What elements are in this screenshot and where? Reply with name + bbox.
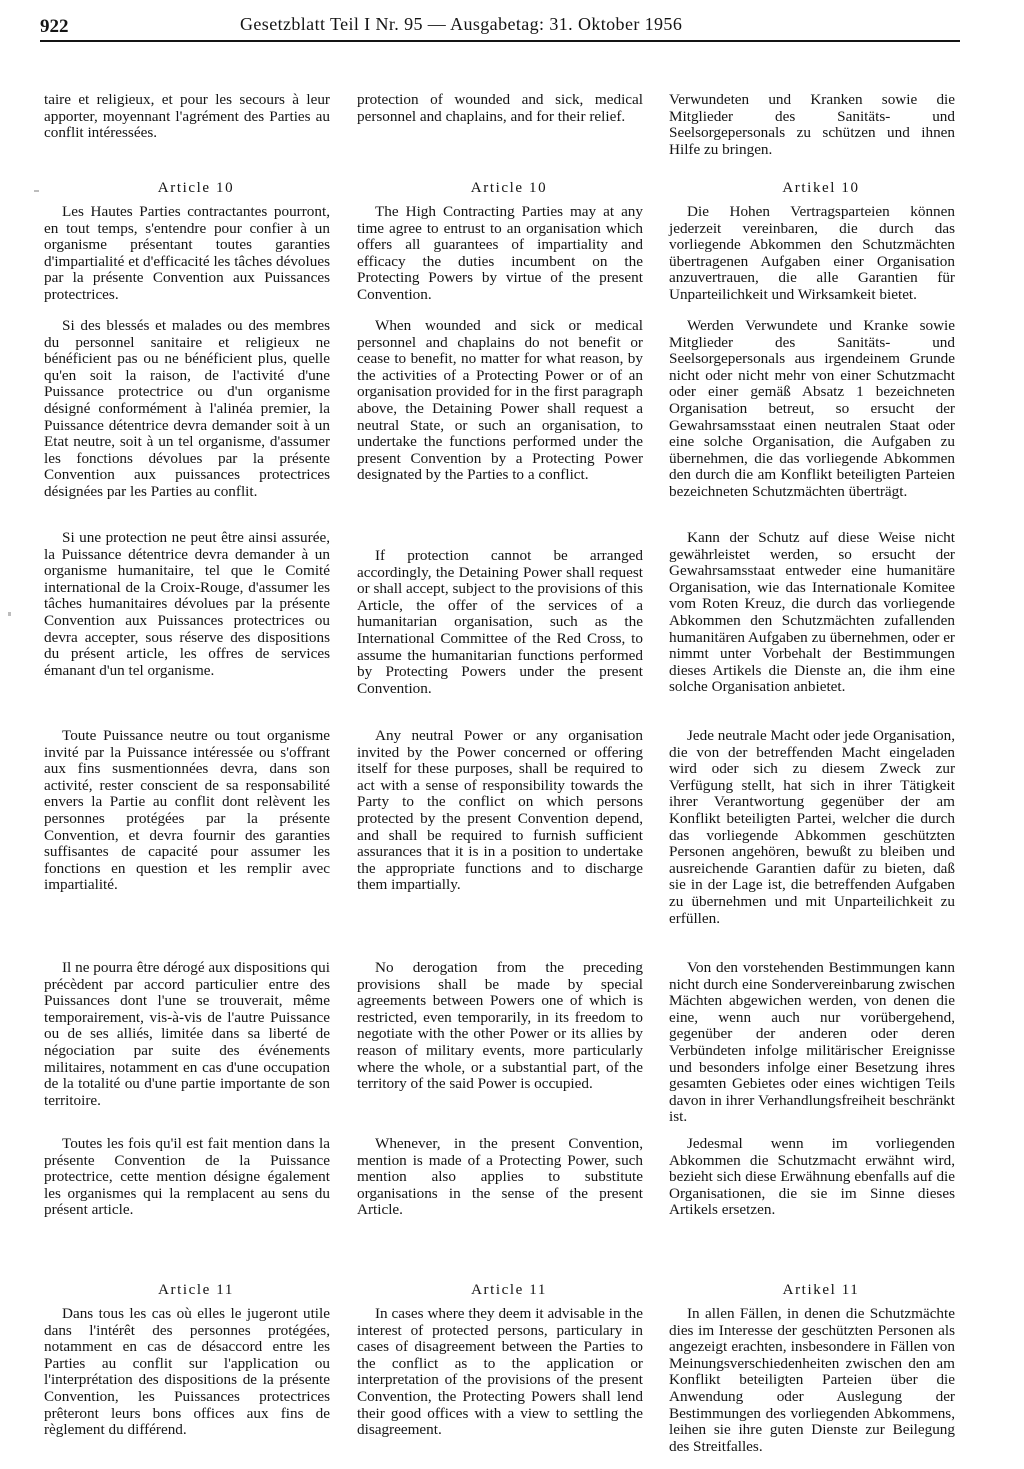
en-article-10-paragraph-6: Whenever, in the present Convention, mention is made of a Protecting Power, such mention also applies to substitute organisations in the sense of the present Article.	[357, 1135, 643, 1219]
fr-article-10-paragraph-5: Il ne pourra être dérogé aux dispositions qui précèdent par accord particulier entre des Puissances dont l'une se trouverait, même temporairement, vis-à-vis de l'autre Puissance ou de ses alliés, limitée dans sa liberté de négociation par suite des événements militaires, notamment en cas d'une occupation de la totalité ou d'une partie importante de son territoire.	[44, 959, 330, 1109]
fr-article-11-heading: Article 11	[158, 1282, 234, 1298]
en-article-11-heading: Article 11	[471, 1282, 547, 1298]
en-intro-paragraph: protection of wounded and sick, medical personnel and chaplains, and for their relief.	[357, 91, 643, 125]
fr-article-10-paragraph-6: Toutes les fois qu'il est fait mention dans la présente Convention de la Puissance protectrice, cette mention désigne également les organismes qui la remplacent au sens du présent article.	[44, 1135, 330, 1219]
fr-article-10-heading: Article 10	[157, 180, 235, 196]
fr-article-10-paragraph-2: Si des blessés et malades ou des membres du personnel sanitaire et religieux ne bénéficient pas ou ne bénéficient plus, quelle qu'en soit la raison, de l'activité d'une Puissance protectrice ou d'un organisme désigné conformément à l'alinéa premier, la Puissance détentrice devra demander soit à un Etat neutre, soit à un tel organisme, d'assumer les fonctions dévolues par la présente Convention aux puissances protectrices désignées par les Parties au conflit.	[44, 317, 330, 500]
en-article-10-paragraph-1: The High Contracting Parties may at any time agree to entrust to an organisation which offers all guarantees of impartiality and efficacy the duties incumbent on the Protecting Powers by virtue of the present Convention.	[357, 203, 643, 303]
de-intro-paragraph: Verwundeten und Kranken sowie die Mitglieder des Sanitäts- und Seelsorgepersonals zu schützen und ihnen Hilfe zu bringen.	[669, 91, 955, 158]
en-article-10-paragraph-4: Any neutral Power or any organisation invited by the Power concerned or offering itself for these purposes, shall be required to act with a sense of responsibility towards the Party to the conflict on which persons protected by the present Convention depend, and shall be required to furnish sufficient assurances that it is in a position to undertake the appropriate functions and to discharge them impartially.	[357, 727, 643, 894]
fr-article-10-paragraph-1: Les Hautes Parties contractantes pourront, en tout temps, s'entendre pour confier à un organisme présentant toutes garanties d'impartialité et d'efficacité les tâches dévolues par la présente Convention aux Puissances protectrices.	[44, 203, 330, 303]
gazette-title: Gesetzblatt Teil I Nr. 95 — Ausgabetag: 31. Oktober 1956	[240, 14, 683, 34]
de-article-10-paragraph-2: Werden Verwundete und Kranke sowie Mitglieder des Sanitäts- und Seelsorgepersonals aus irgendeinem Grunde nicht oder nicht mehr von einer Schutzmacht oder einer gemäß Absatz 1 bezeichneten Organisation betreut, so ersucht der Gewahrsamsstaat einen neutralen Staat oder eine solche Organisation, die Aufgaben zu übernehmen, die das vorliegende Abkommen den durch die am Konflikt beteiligten Parteien bezeichneten Schutzmächten überträgt.	[669, 317, 955, 500]
page-number: 922	[40, 16, 69, 37]
de-article-10-heading: Artikel 10	[782, 180, 860, 196]
en-article-10-paragraph-2: When wounded and sick or medical personnel and chaplains do not benefit or cease to benefit, no matter for what reason, by the activities of a Protecting Power or of an organisation provided for in the first paragraph above, the Detaining Power shall request a neutral State, or such an organisation, to undertake the functions performed under the present Convention by a Protecting Power designated by the Parties to a conflict.	[357, 317, 643, 484]
fr-article-11-paragraph-1: Dans tous les cas où elles le jugeront utile dans l'intérêt des personnes protégées, notamment en cas de désaccord entre les Parties au conflit sur l'application ou l'interprétation des dispositions de la présente Convention, les Puissances protectrices prêteront leurs bons offices aux fins de règlement du différend.	[44, 1305, 330, 1439]
de-article-10-paragraph-5: Von den vorstehenden Bestimmungen kann nicht durch eine Sondervereinbarung zwischen Mächten abgewichen werden, von denen die eine, wenn auch nur vorübergehend, gegenüber der anderen oder deren Verbündeten infolge militärischer Ereignisse und besonders infolge einer Besetzung ihres gesamten Gebietes oder eines wichtigen Teils davon in ihrer Verhandlungsfreiheit beschränkt ist.	[669, 959, 955, 1126]
en-article-11-paragraph-1: In cases where they deem it advisable in the interest of protected persons, particulary in cases of disagreement between the Parties to the conflict as to the application or interpretation of the provisions of the present Convention, the Protecting Powers shall lend their good offices with a view to settling the disagreement.	[357, 1305, 643, 1439]
de-article-11-paragraph-1: In allen Fällen, in denen die Schutzmächte dies im Interesse der geschützten Personen als angezeigt erachten, insbesondere in Fällen von Meinungsverschiedenheiten zwischen den am Konflikt beteiligten Parteien über die Anwendung oder Auslegung der Bestimmungen des vorliegenden Abkommens, leihen sie ihre guten Dienste zur Beilegung des Streitfalles.	[669, 1305, 955, 1455]
de-article-11-heading: Artikel 11	[782, 1282, 860, 1298]
fr-intro-paragraph: taire et religieux, et pour les secours à leur apporter, moyennant l'agrément des Parties au conflit intéressées.	[44, 91, 330, 142]
de-article-10-paragraph-4: Jede neutrale Macht oder jede Organisation, die von der betreffenden Macht eingeladen wird oder sich zu diesem Zweck zur Verfügung stellt, hat sich in ihrer Tätigkeit ihrer Verantwortung gegenüber der am Konflikt beteiligten Partei, welcher die durch das vorliegende Abkommen geschützten Personen angehören, bewußt zu bleiben und ausreichende Garantien dafür zu bieten, daß sie in der Lage ist, die betreffenden Aufgaben zu übernehmen und mit Unparteilichkeit zu erfüllen.	[669, 727, 955, 927]
fr-article-10-paragraph-3: Si une protection ne peut être ainsi assurée, la Puissance détentrice devra demander à un organisme humanitaire, tel que le Comité international de la Croix-Rouge, d'assumer les tâches humanitaires dévolues par la présente Convention aux Puissances protectrices ou devra accepter, sous réserve des dispositions du présent article, les offres de services émanant d'un tel organisme.	[44, 529, 330, 679]
en-article-10-paragraph-3: If protection cannot be arranged accordingly, the Detaining Power shall request or shall accept, subject to the provisions of this Article, the offer of the services of a humanitarian organisation, such as the International Committee of the Red Cross, to assume the humanitarian functions performed by Protecting Powers under the present Convention.	[357, 547, 643, 697]
en-article-10-paragraph-5: No derogation from the preceding provisions shall be made by special agreements between Powers one of which is restricted, even temporarily, in its freedom to negotiate with the other Power or its allies by reason of military events, more particularly where the whole, or a substantial part, of the territory of the said Power is occupied.	[357, 959, 643, 1093]
page-header	[40, 10, 960, 42]
de-article-10-paragraph-6: Jedesmal wenn im vorliegenden Abkommen die Schutzmacht erwähnt wird, bezieht sich diese Erwähnung ebenfalls auf die Organisationen, die sie im Sinne dieses Artikels ersetzen.	[669, 1135, 955, 1219]
de-article-10-paragraph-3: Kann der Schutz auf diese Weise nicht gewährleistet werden, so ersucht der Gewahrsamsstaat entweder eine humanitäre Organisation, wie das Internationale Komitee vom Roten Kreuz, die durch das vorliegende Abkommen den Schutzmächten zufallenden humanitären Aufgaben zu übernehmen, oder er nimmt unter Vorbehalt der Bestimmungen dieses Artikels die Dienste an, die ihm eine solche Organisation anbietet.	[669, 529, 955, 696]
print-speck	[8, 612, 11, 616]
en-article-10-heading: Article 10	[470, 180, 548, 196]
fr-article-10-paragraph-4: Toute Puissance neutre ou tout organisme invité par la Puissance intéressée ou s'offrant aux fins susmentionnées devra, dans son activité, rester conscient de sa responsabilité envers la Partie au conflit dont relèvent les personnes protégées par la présente Convention, et devra fournir des garanties suffisantes de capacité pour assumer les fonctions en question et les remplir avec impartialité.	[44, 727, 330, 894]
de-article-10-paragraph-1: Die Hohen Vertragsparteien können jederzeit vereinbaren, die durch das vorliegende Abkommen den Schutzmächten übertragenen Aufgaben einer Organisation anzuvertrauen, die alle Garantien für Unparteilichkeit und Wirksamkeit bietet.	[669, 203, 955, 303]
print-speck	[34, 190, 39, 192]
